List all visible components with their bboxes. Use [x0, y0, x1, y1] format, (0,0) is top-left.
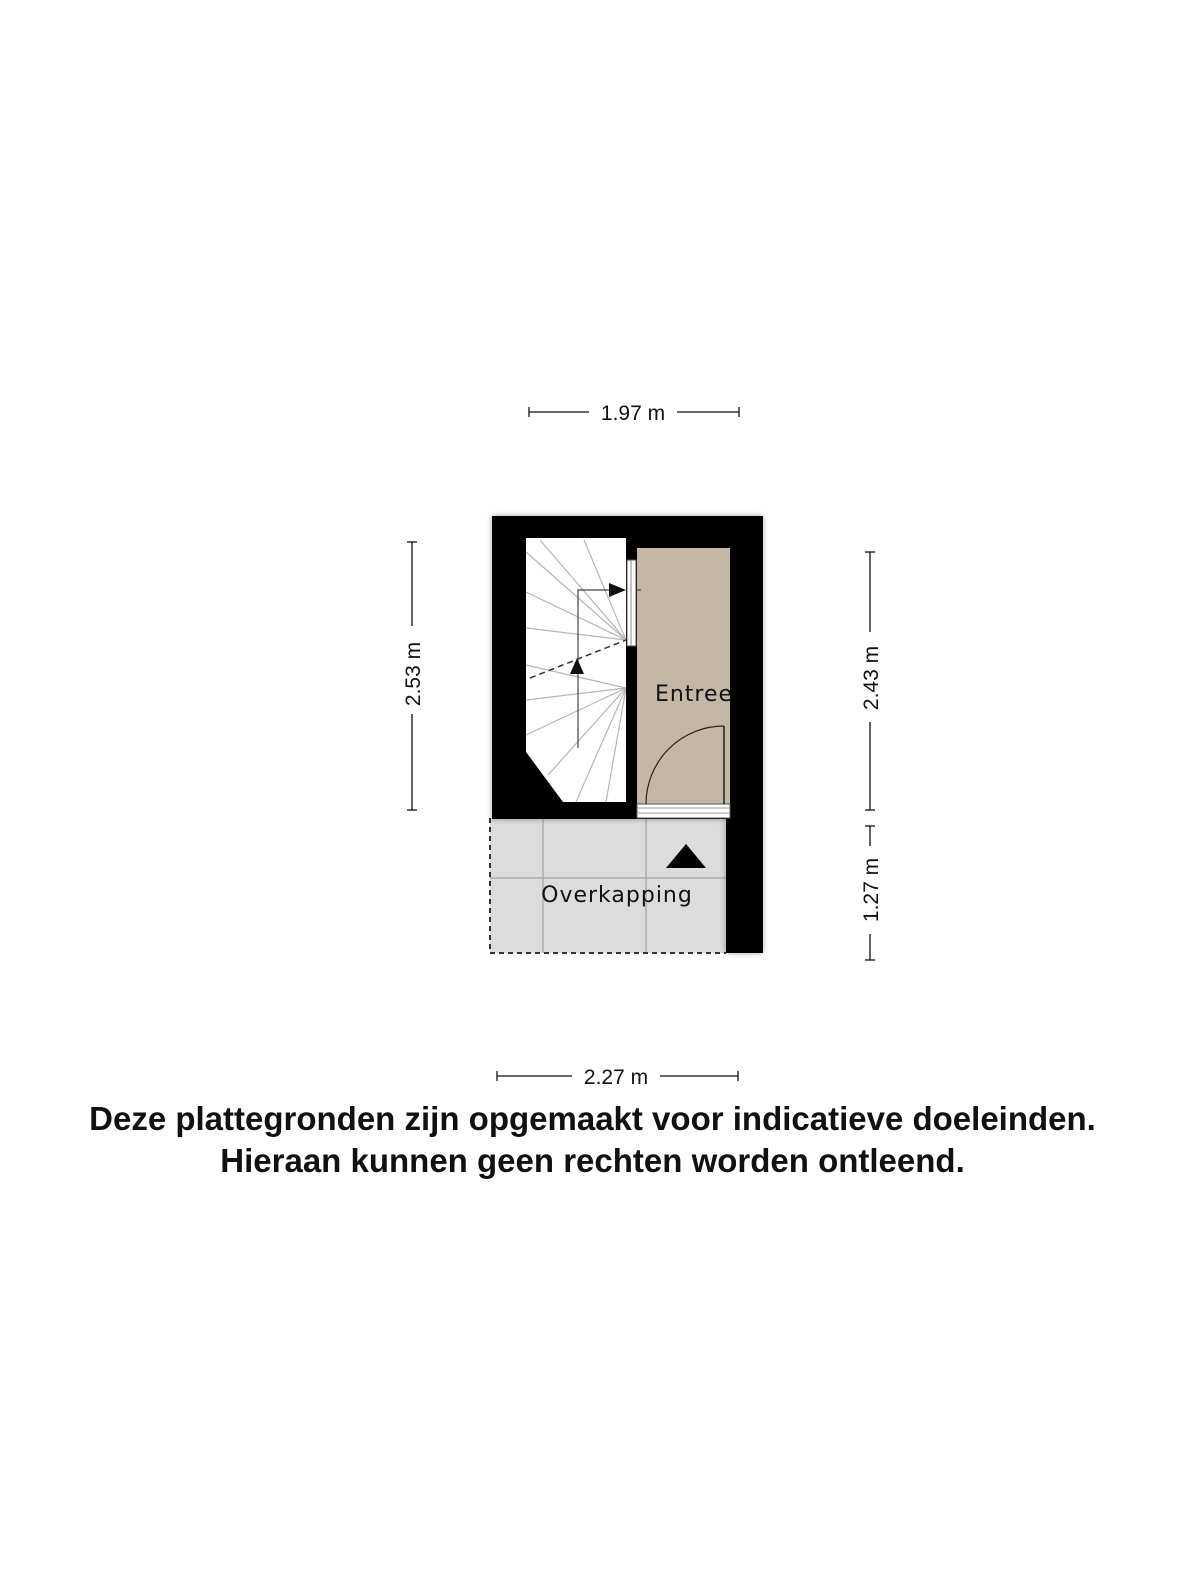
staircase [526, 538, 641, 802]
dimension-right-overkapping-label: 1.27 m [860, 857, 883, 923]
dimension-left-label: 2.53 m [402, 641, 425, 707]
disclaimer-line-2: Hieraan kunnen geen rechten worden ontleend. [220, 1142, 965, 1179]
dimension-top-label: 1.97 m [600, 402, 666, 425]
dimension-right-entree-label: 2.43 m [860, 645, 883, 711]
entree-room [637, 548, 730, 813]
disclaimer [0, 1098, 1185, 1182]
dimension-bottom-label: 2.27 m [583, 1066, 649, 1089]
overkapping-label: Overkapping [541, 883, 693, 908]
disclaimer-line-1: Deze plattegronden zijn opgemaakt voor indicatieve doeleinden. [89, 1100, 1096, 1137]
partition-wall [626, 538, 637, 802]
entree-label: Entree [654, 682, 734, 707]
